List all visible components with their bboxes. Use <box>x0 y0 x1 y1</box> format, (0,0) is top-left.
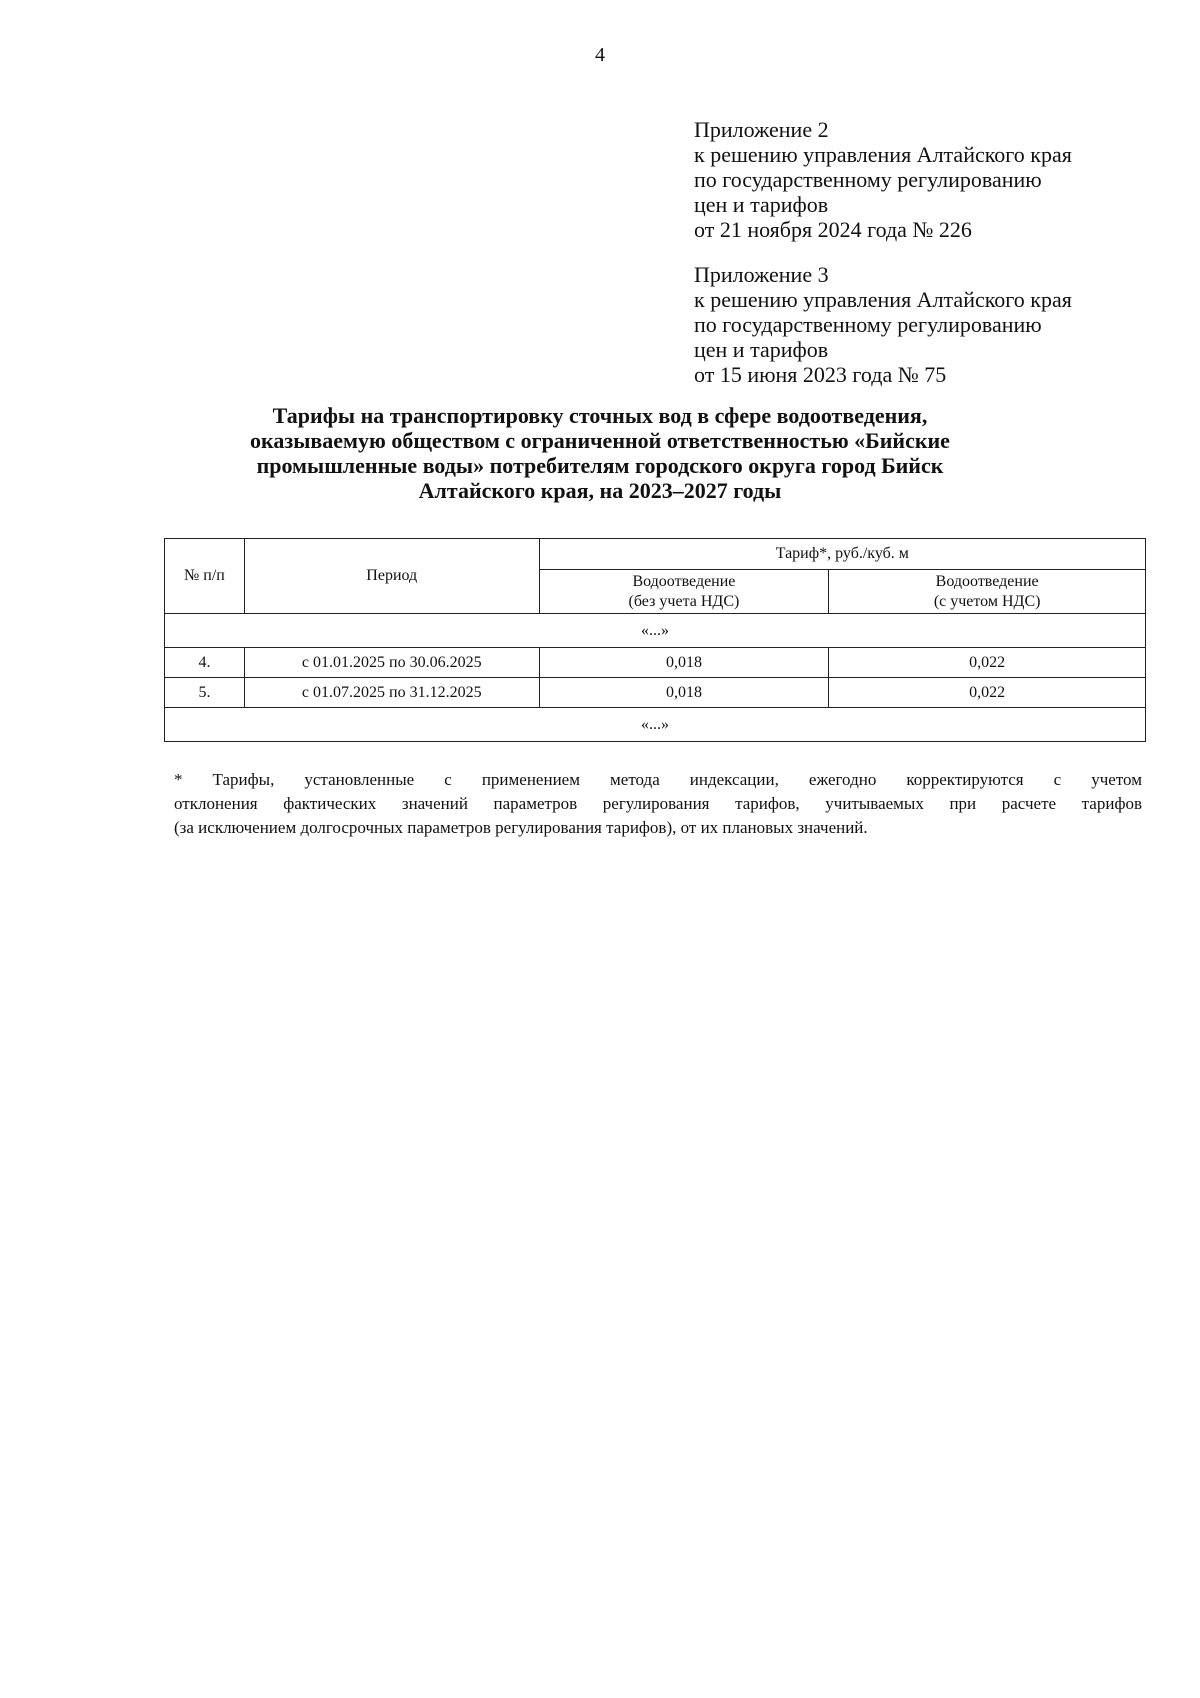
ellipsis-row <box>165 614 1146 648</box>
header-with-vat-line2: (с учетом НДС) <box>933 592 1041 610</box>
page-number: 4 <box>595 44 605 66</box>
title-line: оказываемую обществом с ограниченной ответственностью «Бийские <box>250 428 950 453</box>
title-line: промышленные воды» потребителям городского округа город Бийск <box>256 453 944 478</box>
footnote-line: (за исключением долгосрочных параметров регулирования тарифов), от их плановых значений. <box>174 818 868 837</box>
annex-line: к решению управления Алтайского края <box>694 142 1072 167</box>
title-line: Алтайского края, на 2023–2027 годы <box>418 478 782 503</box>
document-title <box>160 403 1040 503</box>
header-without-vat-line1: Водоотведение <box>632 572 736 590</box>
row-with-vat: 0,022 <box>829 678 1146 708</box>
row-without-vat: 0,018 <box>539 678 829 708</box>
row-without-vat: 0,018 <box>539 648 829 678</box>
annex-line: от 15 июня 2023 года № 75 <box>694 362 947 387</box>
header-without-vat <box>539 570 829 614</box>
ellipsis-cell: «...» <box>165 708 1146 742</box>
header-without-vat-line2: (без учета НДС) <box>628 592 740 610</box>
annex-line: цен и тарифов <box>694 337 829 362</box>
header-with-vat-line1: Водоотведение <box>935 572 1039 590</box>
row-period: с 01.07.2025 по 31.12.2025 <box>244 678 539 708</box>
table-header-row <box>165 539 1146 570</box>
annex-2-header <box>694 117 1164 242</box>
annex-line: Приложение 3 <box>694 262 829 287</box>
annex-line: Приложение 2 <box>694 117 829 142</box>
footnote <box>174 768 1142 840</box>
header-tariff: Тариф*, руб./куб. м <box>539 539 1145 570</box>
footnote-line: отклонения фактических значений параметров регулирования тарифов, учитываемых при расчете тарифов <box>174 794 1142 813</box>
annex-line: от 21 ноября 2024 года № 226 <box>694 217 972 242</box>
header-with-vat <box>829 570 1146 614</box>
row-with-vat: 0,022 <box>829 648 1146 678</box>
annex-3-header <box>694 262 1164 387</box>
annex-line: цен и тарифов <box>694 192 829 217</box>
header-period: Период <box>244 539 539 614</box>
title-line: Тарифы на транспортировку сточных вод в сфере водоотведения, <box>272 403 928 428</box>
header-number: № п/п <box>165 539 245 614</box>
footnote-line: * Тарифы, установленные с применением метода индексации, ежегодно корректируются с учетом <box>174 770 1142 789</box>
row-number: 4. <box>165 648 245 678</box>
annex-line: к решению управления Алтайского края <box>694 287 1072 312</box>
tariff-table <box>164 538 1146 742</box>
ellipsis-row <box>165 708 1146 742</box>
annex-line: по государственному регулированию <box>694 167 1042 192</box>
row-period: с 01.01.2025 по 30.06.2025 <box>244 648 539 678</box>
annex-line: по государственному регулированию <box>694 312 1042 337</box>
table-row <box>165 648 1146 678</box>
table-row <box>165 678 1146 708</box>
ellipsis-cell: «...» <box>165 614 1146 648</box>
row-number: 5. <box>165 678 245 708</box>
